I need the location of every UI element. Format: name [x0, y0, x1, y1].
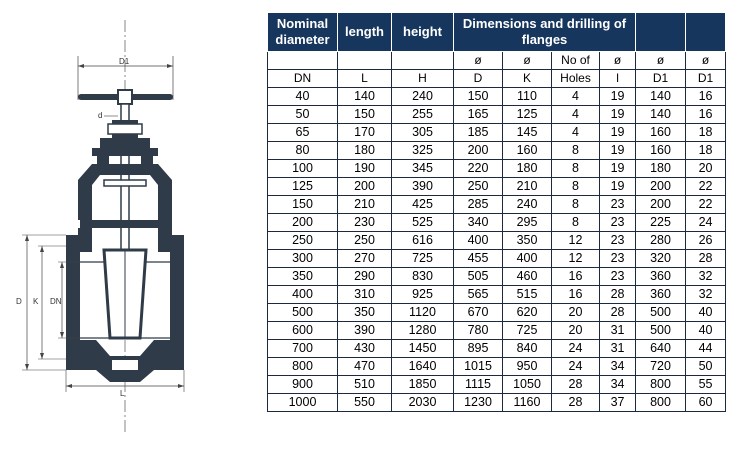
table-cell: 4	[552, 106, 600, 124]
table-cell: 19	[600, 106, 636, 124]
table-cell: 16	[686, 88, 726, 106]
table-cell: 19	[600, 178, 636, 196]
table-cell: 500	[636, 322, 686, 340]
table-cell: 160	[503, 142, 552, 160]
table-cell: 305	[392, 124, 454, 142]
table-cell: 200	[454, 142, 503, 160]
table-cell: 16	[686, 106, 726, 124]
table-cell: 700	[268, 340, 338, 358]
table-row	[268, 250, 726, 268]
table-cell: 23	[600, 214, 636, 232]
label-d1: D1	[119, 57, 130, 66]
table-cell: 210	[503, 178, 552, 196]
table-cell: 16	[552, 286, 600, 304]
table-row	[268, 88, 726, 106]
table-cell: 616	[392, 232, 454, 250]
dimensions-table	[267, 12, 726, 412]
header-length: length	[338, 13, 392, 52]
symbol-cell: ø	[636, 52, 686, 70]
table-cell: 280	[636, 232, 686, 250]
table-cell: 125	[268, 178, 338, 196]
table-row	[268, 106, 726, 124]
table-cell: 18	[686, 124, 726, 142]
table-cell: 40	[268, 88, 338, 106]
header-height: height	[392, 13, 454, 52]
table-cell: 32	[686, 286, 726, 304]
table-cell: 32	[686, 268, 726, 286]
table-cell: 1115	[454, 376, 503, 394]
table-cell: 900	[268, 376, 338, 394]
table-cell: 20	[552, 304, 600, 322]
table-cell: 19	[600, 142, 636, 160]
table-cell: 300	[268, 250, 338, 268]
unit-cell: H	[392, 70, 454, 88]
label-DN: DN	[50, 297, 62, 306]
header-blank-2	[686, 13, 726, 52]
table-cell: 12	[552, 250, 600, 268]
table-cell: 250	[454, 178, 503, 196]
symbol-cell: ø	[503, 52, 552, 70]
table-cell: 1850	[392, 376, 454, 394]
table-cell: 34	[600, 376, 636, 394]
table-cell: 390	[392, 178, 454, 196]
unit-row	[268, 70, 726, 88]
table-cell: 200	[636, 196, 686, 214]
table-cell: 620	[503, 304, 552, 322]
table-cell: 19	[600, 160, 636, 178]
table-cell: 1640	[392, 358, 454, 376]
table-cell: 500	[636, 304, 686, 322]
table-cell: 24	[552, 340, 600, 358]
table-cell: 19	[600, 124, 636, 142]
table-cell: 225	[636, 214, 686, 232]
table-cell: 160	[636, 124, 686, 142]
table-cell: 255	[392, 106, 454, 124]
symbol-cell: ø	[686, 52, 726, 70]
table-cell: 925	[392, 286, 454, 304]
table-cell: 725	[392, 250, 454, 268]
table-cell: 510	[338, 376, 392, 394]
table-cell: 20	[686, 160, 726, 178]
table-cell: 8	[552, 178, 600, 196]
table-cell: 400	[454, 232, 503, 250]
table-cell: 40	[686, 322, 726, 340]
table-cell: 28	[552, 394, 600, 412]
table-row	[268, 124, 726, 142]
table-cell: 840	[503, 340, 552, 358]
table-cell: 23	[600, 268, 636, 286]
table-cell: 110	[503, 88, 552, 106]
table-cell: 165	[454, 106, 503, 124]
table-cell: 100	[268, 160, 338, 178]
table-cell: 240	[392, 88, 454, 106]
table-cell: 565	[454, 286, 503, 304]
table-cell: 285	[454, 196, 503, 214]
table-cell: 125	[503, 106, 552, 124]
table-cell: 1450	[392, 340, 454, 358]
table-cell: 23	[600, 232, 636, 250]
header-dimensions: Dimensions and drilling of flanges	[454, 13, 636, 52]
table-cell: 180	[503, 160, 552, 178]
unit-cell: L	[338, 70, 392, 88]
table-cell: 505	[454, 268, 503, 286]
table-row	[268, 268, 726, 286]
table-cell: 310	[338, 286, 392, 304]
table-cell: 31	[600, 340, 636, 358]
table-cell: 425	[392, 196, 454, 214]
table-row	[268, 142, 726, 160]
table-cell: 895	[454, 340, 503, 358]
table-cell: 140	[636, 88, 686, 106]
table-cell: 360	[636, 286, 686, 304]
table-row	[268, 178, 726, 196]
header-nominal-diameter: Nominal diameter	[268, 13, 338, 52]
table-cell: 230	[338, 214, 392, 232]
table-cell: 20	[552, 322, 600, 340]
table-cell: 55	[686, 376, 726, 394]
table-cell: 830	[392, 268, 454, 286]
table-cell: 2030	[392, 394, 454, 412]
table-cell: 800	[268, 358, 338, 376]
table-cell: 19	[600, 88, 636, 106]
left-flange	[66, 235, 80, 370]
table-row	[268, 304, 726, 322]
symbol-cell	[392, 52, 454, 70]
table-cell: 150	[338, 106, 392, 124]
symbol-cell: No of	[552, 52, 600, 70]
table-cell: 1280	[392, 322, 454, 340]
symbol-row	[268, 52, 726, 70]
table-cell: 525	[392, 214, 454, 232]
label-D: D	[16, 297, 22, 306]
table-cell: 270	[338, 250, 392, 268]
table-row	[268, 232, 726, 250]
right-flange	[170, 235, 184, 370]
table-cell: 8	[552, 142, 600, 160]
symbol-cell: ø	[454, 52, 503, 70]
table-cell: 1230	[454, 394, 503, 412]
table-cell: 22	[686, 178, 726, 196]
table-cell: 200	[268, 214, 338, 232]
table-cell: 160	[636, 142, 686, 160]
table-cell: 240	[503, 196, 552, 214]
table-cell: 8	[552, 160, 600, 178]
table-cell: 290	[338, 268, 392, 286]
table-cell: 400	[503, 250, 552, 268]
table-cell: 4	[552, 124, 600, 142]
unit-cell: D1	[636, 70, 686, 88]
table-cell: 65	[268, 124, 338, 142]
table-cell: 26	[686, 232, 726, 250]
table-cell: 1050	[503, 376, 552, 394]
table-cell: 430	[338, 340, 392, 358]
table-cell: 345	[392, 160, 454, 178]
table-cell: 23	[600, 196, 636, 214]
table-cell: 40	[686, 304, 726, 322]
table-row	[268, 160, 726, 178]
symbol-cell: ø	[600, 52, 636, 70]
gate-valve-drawing	[0, 20, 262, 435]
table-cell: 1015	[454, 358, 503, 376]
table-cell: 18	[686, 142, 726, 160]
table-row	[268, 340, 726, 358]
table-cell: 295	[503, 214, 552, 232]
table-cell: 600	[268, 322, 338, 340]
table-cell: 725	[503, 322, 552, 340]
table-cell: 360	[636, 268, 686, 286]
table-cell: 24	[552, 358, 600, 376]
table-cell: 220	[454, 160, 503, 178]
table-cell: 250	[338, 232, 392, 250]
table-cell: 44	[686, 340, 726, 358]
table-cell: 800	[636, 394, 686, 412]
table-cell: 28	[600, 304, 636, 322]
table-cell: 28	[686, 250, 726, 268]
unit-cell: DN	[268, 70, 338, 88]
table-cell: 950	[503, 358, 552, 376]
symbol-cell	[268, 52, 338, 70]
table-cell: 640	[636, 340, 686, 358]
table-cell: 340	[454, 214, 503, 232]
table-cell: 325	[392, 142, 454, 160]
unit-cell: D	[454, 70, 503, 88]
table-cell: 28	[600, 286, 636, 304]
table-cell: 1160	[503, 394, 552, 412]
table-cell: 140	[338, 88, 392, 106]
label-L: L	[120, 389, 125, 398]
header-blank-1	[636, 13, 686, 52]
table-cell: 60	[686, 394, 726, 412]
unit-cell: K	[503, 70, 552, 88]
table-header-row	[268, 13, 726, 52]
unit-cell: Holes	[552, 70, 600, 88]
table-cell: 455	[454, 250, 503, 268]
table-cell: 800	[636, 376, 686, 394]
table-cell: 200	[636, 178, 686, 196]
table-cell: 460	[503, 268, 552, 286]
table-cell: 37	[600, 394, 636, 412]
table-cell: 350	[268, 268, 338, 286]
unit-cell: l	[600, 70, 636, 88]
table-cell: 550	[338, 394, 392, 412]
table-cell: 4	[552, 88, 600, 106]
table-cell: 670	[454, 304, 503, 322]
table-cell: 28	[552, 376, 600, 394]
table-cell: 515	[503, 286, 552, 304]
table-cell: 250	[268, 232, 338, 250]
table-row	[268, 394, 726, 412]
label-d: d	[98, 111, 103, 120]
table-cell: 50	[686, 358, 726, 376]
table-row	[268, 358, 726, 376]
table-cell: 780	[454, 322, 503, 340]
table-cell: 50	[268, 106, 338, 124]
table-cell: 145	[503, 124, 552, 142]
table-cell: 150	[454, 88, 503, 106]
table-cell: 350	[503, 232, 552, 250]
table-cell: 12	[552, 232, 600, 250]
table-cell: 8	[552, 214, 600, 232]
table-cell: 31	[600, 322, 636, 340]
gate-valve-svg	[0, 20, 262, 435]
table-cell: 22	[686, 196, 726, 214]
table-cell: 34	[600, 358, 636, 376]
table-cell: 500	[268, 304, 338, 322]
table-row	[268, 376, 726, 394]
table-cell: 170	[338, 124, 392, 142]
table-cell: 80	[268, 142, 338, 160]
table-cell: 180	[636, 160, 686, 178]
table-cell: 190	[338, 160, 392, 178]
table-cell: 210	[338, 196, 392, 214]
table-cell: 140	[636, 106, 686, 124]
table-cell: 390	[338, 322, 392, 340]
table-cell: 150	[268, 196, 338, 214]
table-cell: 200	[338, 178, 392, 196]
table-cell: 185	[454, 124, 503, 142]
table-cell: 470	[338, 358, 392, 376]
table-cell: 1000	[268, 394, 338, 412]
table-row	[268, 196, 726, 214]
label-K: K	[33, 297, 39, 306]
table-cell: 180	[338, 142, 392, 160]
unit-cell: D1	[686, 70, 726, 88]
symbol-cell	[338, 52, 392, 70]
table-cell: 350	[338, 304, 392, 322]
table-cell: 8	[552, 196, 600, 214]
table-cell: 16	[552, 268, 600, 286]
table-cell: 23	[600, 250, 636, 268]
table-row	[268, 286, 726, 304]
table-cell: 24	[686, 214, 726, 232]
table-cell: 400	[268, 286, 338, 304]
table-row	[268, 322, 726, 340]
table-cell: 320	[636, 250, 686, 268]
table-cell: 1120	[392, 304, 454, 322]
table-cell: 720	[636, 358, 686, 376]
table-row	[268, 214, 726, 232]
